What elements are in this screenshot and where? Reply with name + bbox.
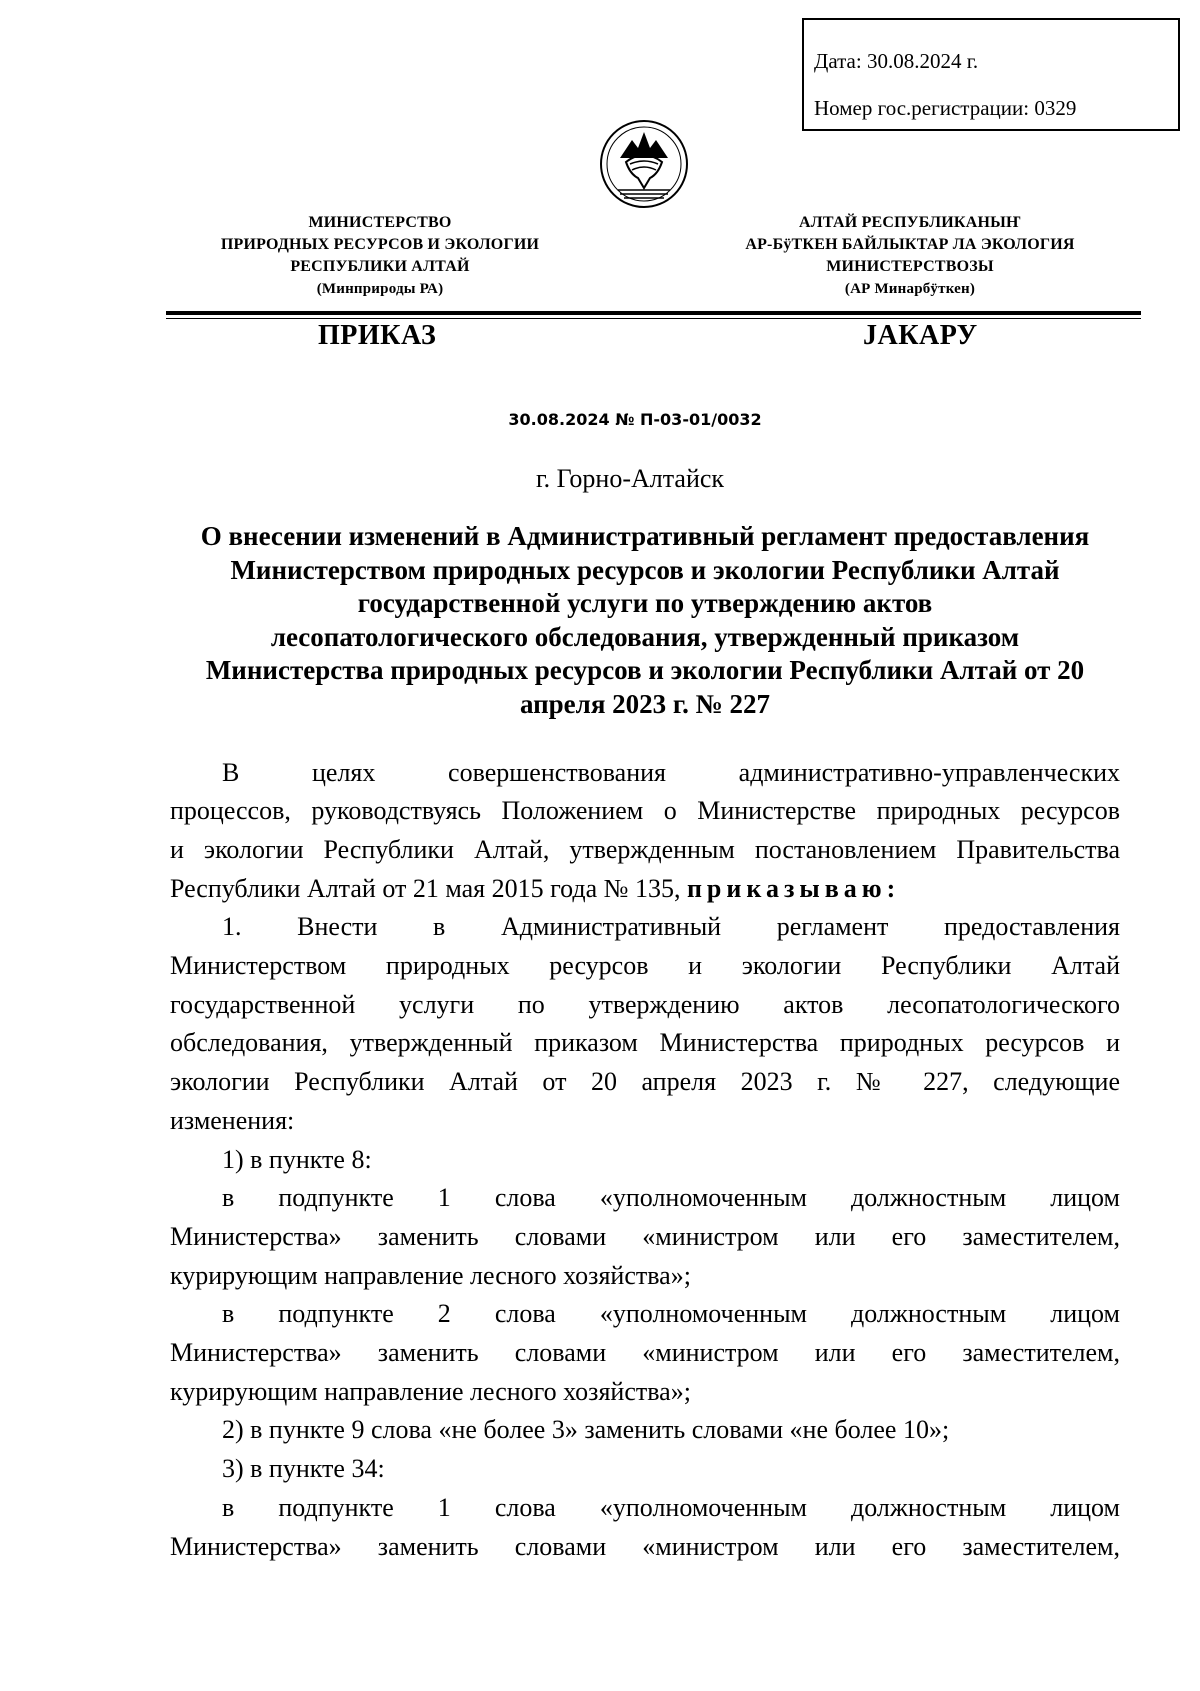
ministry-name-russian — [170, 212, 590, 300]
title-line: лесопатологического обследования, утвержденный приказом — [270, 621, 1020, 652]
ministry-name-altai — [700, 212, 1120, 300]
title-line: Министерством природных ресурсов и экологии Республики Алтай — [230, 554, 1060, 585]
body-line: и экологии Республики Алтай, утвержденным постановлением Правительства — [170, 835, 1120, 864]
body-line: Министерства» заменить словами «министром или его заместителем, — [170, 1338, 1120, 1367]
org-left-abbreviation: (Минприроды РА) — [316, 281, 444, 297]
coat-of-arms-emblem — [598, 118, 690, 210]
doc-type-altai: JАКАРУ — [863, 320, 978, 351]
body-line: в подпункте 2 слова «уполномоченным должностным лицом — [222, 1299, 1120, 1328]
body-line: курирующим направление лесного хозяйства»; — [170, 1261, 691, 1290]
body-line: в подпункте 1 слова «уполномоченным должностным лицом — [222, 1493, 1120, 1522]
org-right-line2: АР-БÿТКЕН БАЙЛЫКТАР ЛА ЭКОЛОГИЯ — [745, 236, 1075, 253]
title-line: государственной услуги по утверждению актов — [357, 588, 933, 618]
title-line: апреля 2023 г. № 227 — [519, 688, 771, 719]
body-line: 2) в пункте 9 слова «не более 3» заменить словами «не более 10»; — [222, 1415, 950, 1444]
org-right-abbreviation: (АР Минарбÿткен) — [844, 281, 976, 297]
body-line: государственной услуги по утверждению актов лесопатологического — [170, 990, 1120, 1019]
order-keyword: приказываю: — [686, 874, 901, 903]
body-line: в подпункте 1 слова «уполномоченным должностным лицом — [222, 1183, 1120, 1212]
body-line: В целях совершенствования административно-управленческих — [222, 758, 1120, 787]
body-line: обследования, утвержденный приказом Министерства природных ресурсов и — [170, 1028, 1120, 1057]
body-line: Министерства» заменить словами «министром или его заместителем, — [170, 1532, 1120, 1561]
org-left-line2: ПРИРОДНЫХ РЕСУРСОВ И ЭКОЛОГИИ — [220, 236, 540, 253]
body-line: экологии Республики Алтай от 20 апреля 2023 г. № 227, следующие — [170, 1067, 1120, 1096]
city: г. Горно-Алтайск — [535, 464, 725, 493]
body-line: Министерством природных ресурсов и экологии Республики Алтай — [170, 951, 1120, 980]
body-text-span: Республики Алтай от 21 мая 2015 года № 135, — [170, 874, 687, 903]
org-right-line1: АЛТАЙ РЕСПУБЛИКАНЫҤ — [799, 214, 1021, 231]
org-right-line3: МИНИСТЕРСТВОЗЫ — [826, 258, 994, 275]
title-line: О внесении изменений в Административный регламент предоставления — [200, 521, 1090, 551]
registration-stamp — [802, 18, 1180, 131]
document-number: 30.08.2024 № П-03-01/0032 — [508, 410, 762, 429]
body-line: 1. Внести в Административный регламент предоставления — [222, 912, 1120, 941]
header-divider-thin — [166, 318, 1141, 319]
registration-number: Номер гос.регистрации: 0329 — [814, 96, 1077, 120]
header-divider — [166, 311, 1141, 315]
title-line: Министерства природных ресурсов и экологии Республики Алтай от 20 — [205, 655, 1085, 685]
body-line: Министерства» заменить словами «министром или его заместителем, — [170, 1222, 1120, 1251]
body-line: 3) в пункте 34: — [222, 1454, 385, 1483]
body-line: процессов, руководствуясь Положением о Министерстве природных ресурсов — [170, 796, 1120, 825]
document-title — [170, 520, 1120, 721]
body-line: курирующим направление лесного хозяйства»; — [170, 1377, 691, 1406]
body-line: 1) в пункте 8: — [222, 1145, 372, 1174]
body-line: изменения: — [170, 1106, 295, 1135]
org-left-line1: МИНИСТЕРСТВО — [308, 214, 452, 231]
registration-date: Дата: 30.08.2024 г. — [814, 49, 979, 73]
org-left-line3: РЕСПУБЛИКИ АЛТАЙ — [290, 258, 470, 275]
doc-type-russian: ПРИКАЗ — [318, 320, 437, 351]
body-line — [170, 874, 1120, 904]
